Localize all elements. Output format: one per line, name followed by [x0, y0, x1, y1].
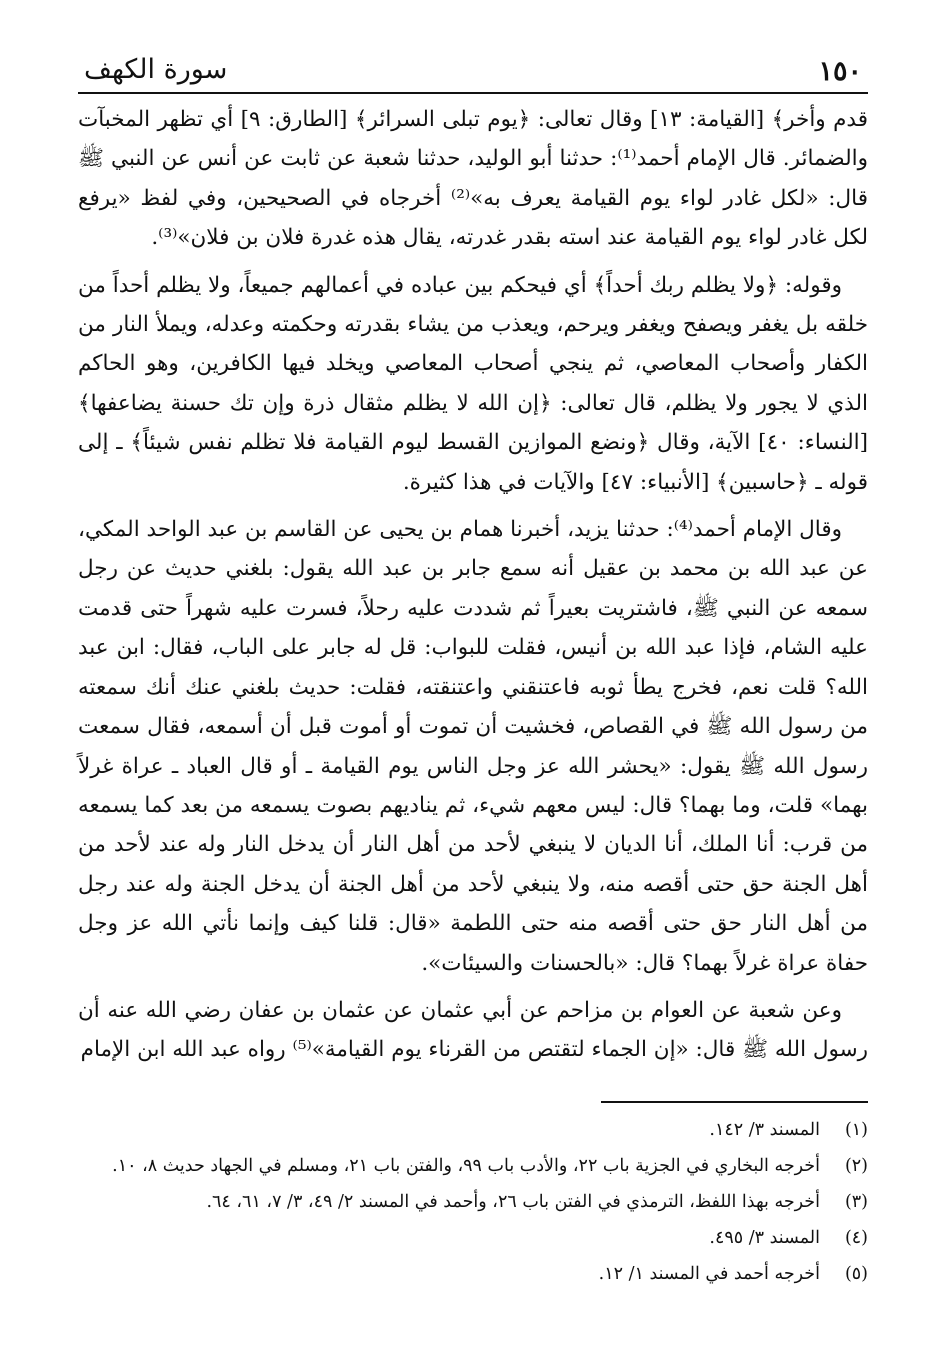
footnote-number: (٢) — [844, 1156, 868, 1176]
footnote-number: (٤) — [844, 1228, 868, 1248]
page-number: ١٥٠ — [818, 56, 862, 87]
footnote-number: (٣) — [844, 1192, 868, 1212]
paragraph: وقوله: ﴿ولا يظلم ربك أحداً﴾ أي فيحكم بين عباده في أعمالهم جميعاً، ولا يظلم أحداً من خلقه بل يغفر ويصفح ويغفر ويرحم، ويعذب من يشاء بقدرته وحكمته وعدله، ويملأ النار من الكفار وأصحاب المعاصي، ثم ينجي أصحاب المعاصي ويخلد فيها الكافرين، وهو الحاكم الذي لا يجور ولا يظلم، قال تعالى: ﴿إن الله لا يظلم مثقال ذرة وإن تك حسنة يضاعفها﴾ [النساء: ٤٠] الآية، وقال ﴿ونضع الموازين القسط ليوم القيامة فلا تظلم نفس شيئاً﴾ ـ إلى قوله ـ ﴿حاسبين﴾ [الأنبياء: ٤٧] والآيات في هذا كثيرة. — [78, 272, 868, 495]
footnote-text: المسند ٣/ ٤٩٥. — [709, 1228, 820, 1248]
paragraph: وعن شعبة عن العوام بن مزاحم عن أبي عثمان عن عثمان بن عفان رضي الله عنه أن رسول الله ﷺ قال: «إن الجماء لتقتص من القرناء يوم القيامة»⁽⁵⁾ رواه عبد الله ابن الإمام — [78, 997, 868, 1063]
main-text — [78, 100, 868, 1070]
surah-title: سورة الكهف — [84, 54, 228, 85]
footnote-number: (٥) — [844, 1264, 868, 1284]
footnote-text: أخرجه أحمد في المسند ١/ ١٢. — [598, 1264, 820, 1284]
footnote-text: المسند ٣/ ١٤٢. — [709, 1120, 820, 1140]
footnote-number: (١) — [844, 1120, 868, 1140]
paragraph: وقال الإمام أحمد⁽⁴⁾: حدثنا يزيد، أخبرنا همام بن يحيى عن القاسم بن عبد الواحد المكي، عن عبد الله بن محمد بن عقيل أنه سمع جابر بن عبد الله يقول: بلغني حديث عن رجل سمعه عن النبي ﷺ، فاشتريت بعيراً ثم شددت عليه رحلاً، فسرت عليه شهراً حتى قدمت عليه الشام، فإذا عبد الله بن أنيس، فقلت للبواب: قل له جابر على الباب، فقال: ابن عبد الله؟ قلت نعم، فخرج يطأ ثوبه فاعتنقني واعتنقته، فقلت: حديث بلغني عنك أنك سمعته من رسول الله ﷺ في القصاص، فخشيت أن تموت أو أموت قبل أن أسمعه، فقال سمعت رسول الله ﷺ يقول: «يحشر الله عز وجل الناس يوم القيامة ـ أو قال العباد ـ عراة غرلاً بهما» قلت، وما بهما؟ قال: ليس معهم شيء، ثم يناديهم بصوت يسمعه من بعد كما يسمعه من قرب: أنا الملك، أنا الديان لا ينبغي لأحد من أهل النار أن يدخل النار وله عند لأحد من أهل الجنة حق حتى أقصه منه، ولا ينبغي لأحد من أهل الجنة أن يدخل الجنة وله عند رجل من أهل النار حق حتى أقصه منه حتى اللطمة «قال: قلنا كيف وإنما نأتي الله عز وجل حفاة عراة غرلاً بهما؟ قال: «بالحسنات والسيئات». — [78, 517, 868, 976]
footnote — [78, 1148, 868, 1184]
page-header — [78, 52, 868, 92]
footnote-text: أخرجه بهذا اللفظ، الترمذي في الفتن باب ٢٦، وأحمد في المسند ٢/ ٤٩، ٣/ ٧، ٦١، ٦٤. — [206, 1192, 820, 1212]
paragraph: قدم وأخر﴾ [القيامة: ١٣] وقال تعالى: ﴿يوم تبلى السرائر﴾ [الطارق: ٩] أي تظهر المخبآت والضمائر. قال الإمام أحمد⁽¹⁾: حدثنا أبو الوليد، حدثنا شعبة عن ثابت عن أنس عن النبي ﷺ قال: «لكل غادر لواء يوم القيامة يعرف به»⁽²⁾ أخرجاه في الصحيحين، وفي لفظ «يرفع لكل غادر لواء يوم القيامة عند استه بقدر غدرته، يقال هذه غدرة فلان بن فلان»⁽³⁾. — [78, 107, 868, 251]
footnote — [78, 1112, 868, 1148]
footnote-divider — [601, 1101, 868, 1103]
header-divider — [78, 92, 868, 94]
footnote — [78, 1184, 868, 1220]
footnote — [78, 1256, 868, 1292]
footnote — [78, 1220, 868, 1256]
footnote-text: أخرجه البخاري في الجزية باب ٢٢، والأدب باب ٩٩، والفتن باب ٢١، ومسلم في الجهاد حديث ٨، ١٠. — [112, 1156, 820, 1176]
footnotes — [78, 1112, 868, 1292]
